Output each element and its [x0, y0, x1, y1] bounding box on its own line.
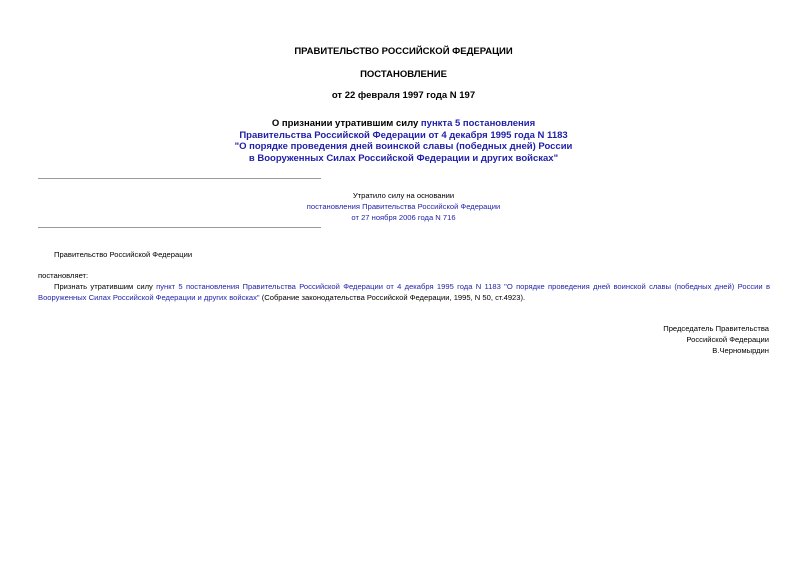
document-title [0, 118, 807, 164]
government-heading: ПРАВИТЕЛЬСТВО РОССИЙСКОЙ ФЕДЕРАЦИИ [294, 46, 513, 57]
title-line-3[interactable]: "О порядке проведения дней воинской славы (победных дней) России [234, 141, 573, 152]
document-date: от 22 февраля 1997 года N 197 [331, 90, 476, 101]
signature-title: Председатель Правительства [663, 324, 769, 333]
notice-link[interactable]: постановления Правительства Российской Федерации [306, 202, 501, 211]
divider-bottom [38, 227, 321, 228]
signature-name: В.Черномырдин [712, 346, 769, 355]
title-line-2[interactable]: Правительства Российской Федерации от 4 декабря 1995 года N 1183 [239, 129, 568, 141]
notice-line-1: Утратило силу на основании [352, 191, 455, 200]
title-link-point5[interactable]: пункта 5 постановления [420, 118, 536, 129]
repeal-notice [0, 190, 807, 223]
body-paragraph [38, 281, 770, 303]
issuing-authority: Правительство Российской Федерации [54, 250, 193, 259]
title-line-1 [0, 118, 807, 130]
title-prefix: О признании утратившим силу [271, 118, 421, 129]
notice-date-link[interactable]: от 27 ноября 2006 года N 716 [351, 213, 456, 222]
document-type: ПОСТАНОВЛЕНИЕ [360, 69, 447, 80]
para-link-resolution[interactable]: Правительства Российской Федерации от 4 декабря 1995 года N 1183 "О порядке проведения дней воинской славы (победных дней) России в Вооруженных Силах Российской Федерации и других войсках" [38, 282, 770, 302]
signature-block [663, 323, 769, 356]
title-line-4[interactable]: в Вооруженных Силах Российской Федерации и других войсках" [248, 152, 559, 164]
signature-org: Российской Федерации [686, 335, 769, 344]
divider-top [38, 178, 321, 179]
para-prefix: Признать утратившим силу [54, 282, 157, 291]
para-link-point5[interactable]: пункт 5 постановления [156, 282, 240, 291]
para-suffix: (Собрание законодательства Российской Федерации, 1995, N 50, ст.4923). [259, 293, 526, 302]
decides-label: постановляет: [38, 271, 89, 280]
